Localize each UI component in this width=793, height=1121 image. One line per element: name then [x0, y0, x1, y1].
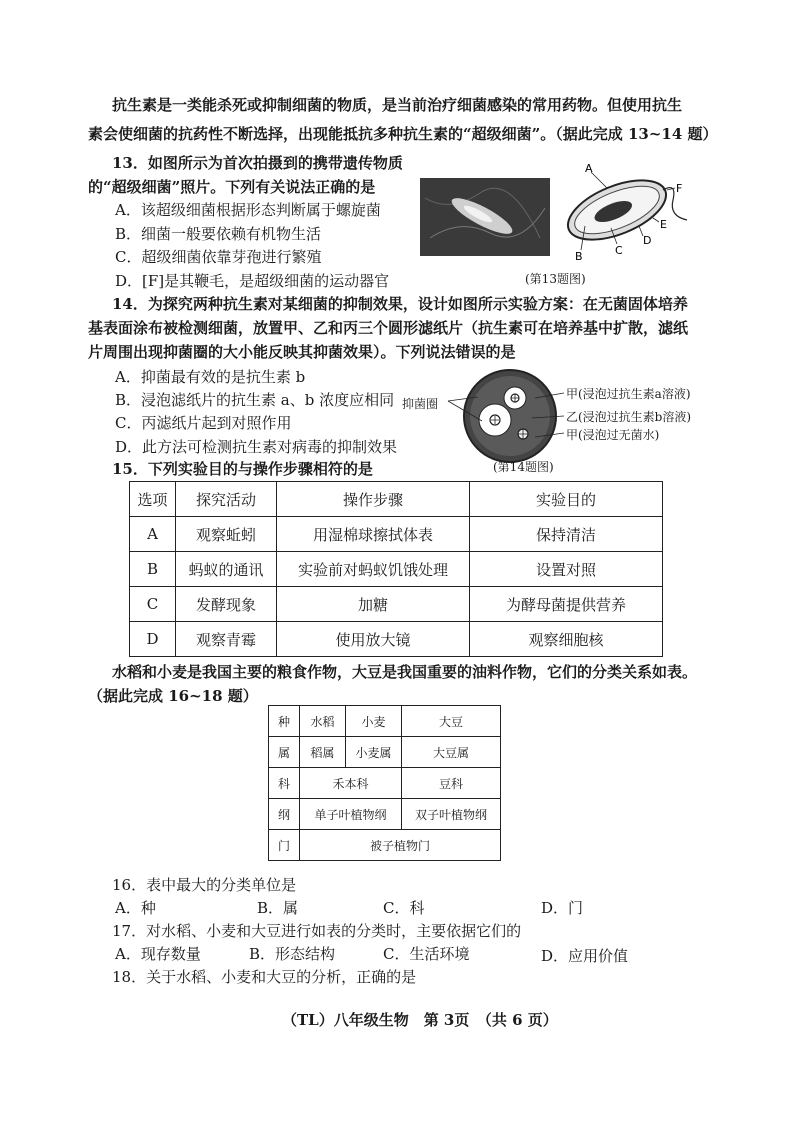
label-a: A [585, 162, 593, 175]
table-cell: 小麦 [346, 706, 402, 737]
table-row [130, 552, 663, 587]
table-cell: 豆科 [402, 768, 501, 799]
rank-cell: 科 [269, 768, 300, 799]
bacterium-diagram [555, 160, 695, 270]
q13-option-a: A．该超级细菌根据形态判断属于螺旋菌 [115, 201, 381, 219]
q13-stem-line1: 13．如图所示为首次拍摄到的携带遗传物质 [112, 154, 403, 172]
q16-option-a: A．种 [115, 899, 156, 917]
header-cell: 选项 [130, 482, 176, 517]
label-disc-bing: 甲(浸泡过无菌水) [566, 428, 660, 442]
q14-option-d: D．此方法可检测抗生素对病毒的抑制效果 [115, 438, 398, 456]
table-row [130, 622, 663, 657]
label-d: D [643, 234, 652, 247]
label-inhibition-ring: 抑菌圈 [402, 397, 439, 411]
q16-option-d: D．门 [541, 899, 584, 917]
rank-cell: 门 [269, 830, 300, 861]
intro1-line2: 素会使细菌的抗药性不断选择，出现能抵抗多种抗生素的“超级细菌”。（据此完成 13~14 题） [88, 125, 718, 143]
q17-stem: 17．对水稻、小麦和大豆进行如表的分类时，主要依据它们的 [112, 922, 522, 940]
table-cell: 用湿棉球擦拭体表 [277, 517, 470, 552]
table-header-row [130, 482, 663, 517]
header-cell: 探究活动 [176, 482, 277, 517]
table-cell: D [130, 622, 176, 657]
table-cell: 设置对照 [470, 552, 663, 587]
label-b: B [575, 250, 583, 263]
q14-caption: (第14题图) [493, 460, 554, 474]
table-cell: 水稻 [300, 706, 346, 737]
table-cell: 大豆 [402, 706, 501, 737]
q14-stem-line1: 14．为探究两种抗生素对某细菌的抑制效果，设计如图所示实验方案：在无菌固体培养 [112, 295, 688, 313]
intro1-line1: 抗生素是一类能杀死或抑制细菌的物质，是当前治疗细菌感染的常用药物。但使用抗生 [112, 96, 683, 114]
intro2-line1: 水稻和小麦是我国主要的粮食作物，大豆是我国重要的油料作物，它们的分类关系如表。 [112, 663, 698, 681]
rank-cell: 种 [269, 706, 300, 737]
superbug-photo [420, 178, 550, 256]
label-f: F [676, 182, 683, 195]
table-cell: 实验前对蚂蚁饥饿处理 [277, 552, 470, 587]
q18-stem: 18．关于水稻、小麦和大豆的分析，正确的是 [112, 968, 417, 986]
q14-stem-line2: 基表面涂布被检测细菌，放置甲、乙和丙三个圆形滤纸片（抗生素可在培养基中扩散，滤纸 [88, 319, 689, 337]
q13-option-d: D．[F]是其鞭毛，是超级细菌的运动器官 [115, 272, 390, 290]
classification-table [268, 705, 501, 861]
label-disc-jia: 甲(浸泡过抗生素a溶液) [566, 387, 691, 401]
table-cell: 为酵母菌提供营养 [470, 587, 663, 622]
table-cell: 小麦属 [346, 737, 402, 768]
table-row [130, 587, 663, 622]
table-row [269, 737, 501, 768]
table-cell: 单子叶植物纲 [300, 799, 402, 830]
table-cell: 使用放大镜 [277, 622, 470, 657]
rank-cell: 属 [269, 737, 300, 768]
table-cell: 被子植物门 [300, 830, 501, 861]
rank-cell: 纲 [269, 799, 300, 830]
intro2-line2: （据此完成 16~18 题） [88, 687, 258, 705]
q14-option-c: C．丙滤纸片起到对照作用 [115, 414, 292, 432]
table-cell: 观察细胞核 [470, 622, 663, 657]
table-cell: 大豆属 [402, 737, 501, 768]
q15-stem: 15．下列实验目的与操作步骤相符的是 [112, 460, 373, 478]
table-row [269, 799, 501, 830]
table-cell: 蚂蚁的通讯 [176, 552, 277, 587]
table-cell: C [130, 587, 176, 622]
label-disc-yi: 乙(浸泡过抗生素b溶液) [566, 410, 692, 424]
table-cell: 加糖 [277, 587, 470, 622]
q13-caption: (第13题图) [525, 272, 586, 286]
q17-option-b: B．形态结构 [249, 945, 336, 963]
q15-table [129, 481, 663, 657]
q14-stem-line3: 片周围出现抑菌圈的大小能反映其抑菌效果）。下列说法错误的是 [88, 343, 516, 361]
table-cell: 发酵现象 [176, 587, 277, 622]
q14-option-b: B．浸泡滤纸片的抗生素 a、b 浓度应相同 [115, 391, 395, 409]
header-cell: 操作步骤 [277, 482, 470, 517]
page-footer: （TL）八年级生物 第 3页 （共 6 页） [282, 1011, 558, 1029]
table-row [269, 768, 501, 799]
q16-option-c: C．科 [383, 899, 425, 917]
q13-stem-line2: 的“超级细菌”照片。下列有关说法正确的是 [88, 178, 376, 196]
table-cell: B [130, 552, 176, 587]
table-row [130, 517, 663, 552]
label-c: C [615, 244, 623, 257]
label-e: E [660, 218, 667, 231]
table-cell: 观察青霉 [176, 622, 277, 657]
q17-option-a: A．现存数量 [115, 945, 201, 963]
q16-stem: 16．表中最大的分类单位是 [112, 876, 297, 894]
q17-option-d: D．应用价值 [541, 947, 629, 965]
table-cell: A [130, 517, 176, 552]
q14-option-a: A．抑菌最有效的是抗生素 b [115, 368, 306, 386]
q16-option-b: B．属 [257, 899, 299, 917]
table-cell: 观察蚯蚓 [176, 517, 277, 552]
table-cell: 禾本科 [300, 768, 402, 799]
q13-option-b: B．细菌一般要依赖有机物生活 [115, 225, 322, 243]
header-cell: 实验目的 [470, 482, 663, 517]
table-row [269, 830, 501, 861]
q17-option-c: C．生活环境 [383, 945, 470, 963]
table-cell: 稻属 [300, 737, 346, 768]
table-cell: 保持清洁 [470, 517, 663, 552]
q13-option-c: C．超级细菌依靠芽孢进行繁殖 [115, 248, 322, 266]
table-cell: 双子叶植物纲 [402, 799, 501, 830]
table-row [269, 706, 501, 737]
